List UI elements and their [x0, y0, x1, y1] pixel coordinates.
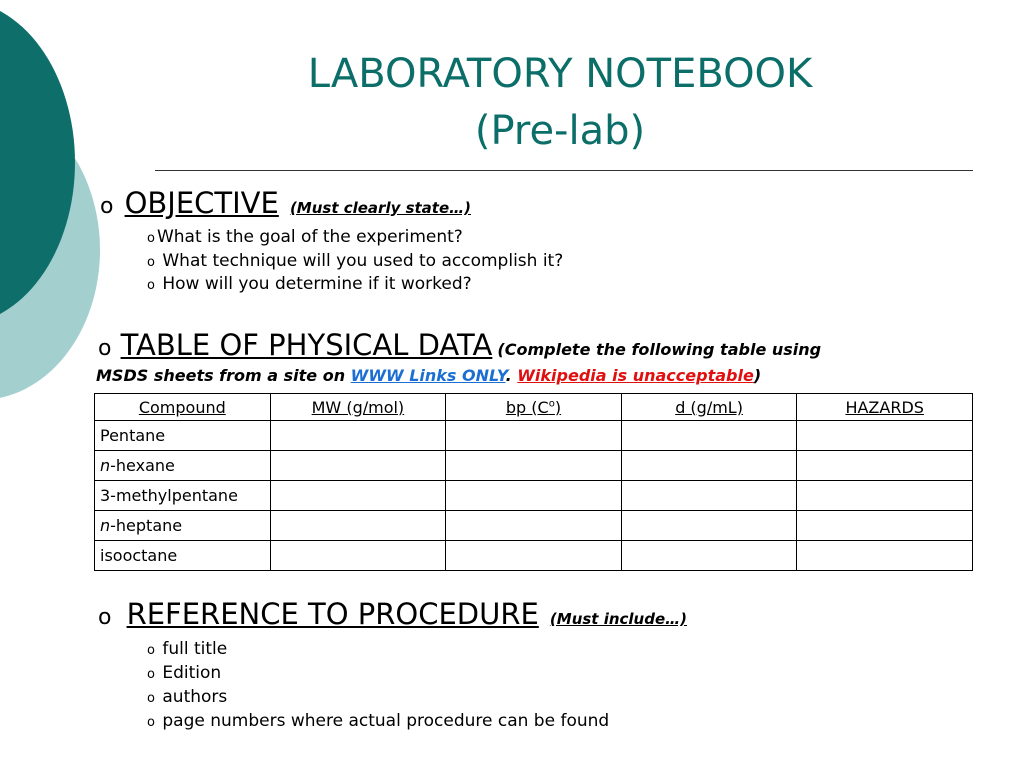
- physical-data-table: [94, 393, 973, 571]
- column-header-compound: Compound: [95, 394, 271, 421]
- density-cell[interactable]: [621, 541, 797, 571]
- table-header-row: [95, 394, 973, 421]
- bp-cell[interactable]: [446, 421, 622, 451]
- objective-item-2: What technique will you used to accomplish it?: [162, 251, 564, 271]
- table-heading-row: [98, 328, 821, 362]
- degree-mark: o: [548, 398, 555, 410]
- mw-cell[interactable]: [270, 511, 446, 541]
- table-row: [95, 541, 973, 571]
- reference-note: (Must include…): [549, 610, 688, 628]
- sub-bullet-icon: o: [147, 278, 155, 293]
- objective-heading-row: [100, 186, 471, 220]
- compound-cell: [95, 511, 271, 541]
- reference-heading-row: [98, 597, 687, 631]
- bullet-icon: o: [98, 605, 112, 630]
- mw-cell[interactable]: [270, 481, 446, 511]
- table-row: [95, 481, 973, 511]
- sub-bullet-icon: o: [147, 715, 155, 730]
- sub-bullet-icon: o: [147, 667, 155, 682]
- compound-name: -heptane: [110, 516, 183, 535]
- compound-cell: [95, 451, 271, 481]
- objective-item-1: What is the goal of the experiment?: [156, 227, 463, 247]
- sub-bullet-icon: o: [147, 231, 155, 246]
- reference-item-2: Edition: [162, 663, 222, 683]
- mw-cell[interactable]: [270, 541, 446, 571]
- bp-cell[interactable]: [446, 451, 622, 481]
- list-item: [147, 663, 221, 683]
- bp-cell[interactable]: [446, 541, 622, 571]
- compound-cell: [95, 421, 271, 451]
- table-row: [95, 451, 973, 481]
- column-header-mw: MW (g/mol): [270, 394, 446, 421]
- list-item: [147, 274, 472, 294]
- column-header-density: d (g/mL): [621, 394, 797, 421]
- reference-item-3: authors: [162, 687, 228, 707]
- sub-bullet-icon: o: [147, 691, 155, 706]
- www-links-link[interactable]: WWW Links ONLY: [350, 366, 506, 385]
- table-row: [95, 421, 973, 451]
- sub-bullet-icon: o: [147, 643, 155, 658]
- hazards-cell[interactable]: [797, 541, 973, 571]
- page-subtitle: (Pre-lab): [474, 108, 646, 154]
- mw-cell[interactable]: [270, 421, 446, 451]
- list-item: [147, 687, 227, 707]
- bp-cell[interactable]: [446, 481, 622, 511]
- reference-item-1: full title: [162, 639, 228, 659]
- density-cell[interactable]: [621, 511, 797, 541]
- compound-name: isooctane: [100, 546, 178, 565]
- compound-name: -hexane: [110, 456, 175, 475]
- compound-cell: [95, 481, 271, 511]
- objective-heading: OBJECTIVE: [124, 186, 279, 220]
- table-heading: TABLE OF PHYSICAL DATA: [120, 328, 493, 362]
- title-divider: [155, 170, 973, 171]
- hazards-cell[interactable]: [797, 421, 973, 451]
- table-note-period: .: [505, 366, 512, 385]
- table-note-row: [96, 366, 761, 385]
- table-note-2: MSDS sheets from a site on: [96, 366, 346, 385]
- wikipedia-warning: Wikipedia is unacceptable: [517, 366, 754, 385]
- list-item: [147, 251, 563, 271]
- mw-cell[interactable]: [270, 451, 446, 481]
- objective-item-3: How will you determine if it worked?: [162, 274, 472, 294]
- objective-note: (Must clearly state…): [289, 199, 472, 217]
- compound-name: Pentane: [100, 426, 166, 445]
- density-cell[interactable]: [621, 481, 797, 511]
- density-cell[interactable]: [621, 451, 797, 481]
- column-header-bp: [446, 394, 622, 421]
- bullet-icon: o: [100, 194, 114, 219]
- list-item: [147, 227, 463, 247]
- table-note-open: (: [497, 340, 505, 359]
- reference-heading: REFERENCE TO PROCEDURE: [126, 597, 539, 631]
- bp-close: ): [554, 397, 562, 417]
- hazards-cell[interactable]: [797, 481, 973, 511]
- page-title: LABORATORY NOTEBOOK: [307, 51, 813, 97]
- table-note-1: Complete the following table using: [504, 340, 822, 359]
- sub-bullet-icon: o: [147, 255, 155, 270]
- compound-name: 3-methylpentane: [100, 486, 238, 505]
- bp-label: bp (C: [505, 397, 549, 417]
- list-item: [147, 639, 227, 659]
- column-header-hazards: HAZARDS: [797, 394, 973, 421]
- bullet-icon: o: [98, 336, 112, 361]
- hazards-cell[interactable]: [797, 451, 973, 481]
- list-item: [147, 711, 609, 731]
- compound-cell: [95, 541, 271, 571]
- hazards-cell[interactable]: [797, 511, 973, 541]
- compound-prefix: n: [100, 516, 111, 535]
- density-cell[interactable]: [621, 421, 797, 451]
- reference-item-4: page numbers where actual procedure can be found: [162, 711, 610, 731]
- bp-cell[interactable]: [446, 511, 622, 541]
- table-note-close: ): [753, 366, 762, 385]
- table-row: [95, 511, 973, 541]
- compound-prefix: n: [100, 456, 111, 475]
